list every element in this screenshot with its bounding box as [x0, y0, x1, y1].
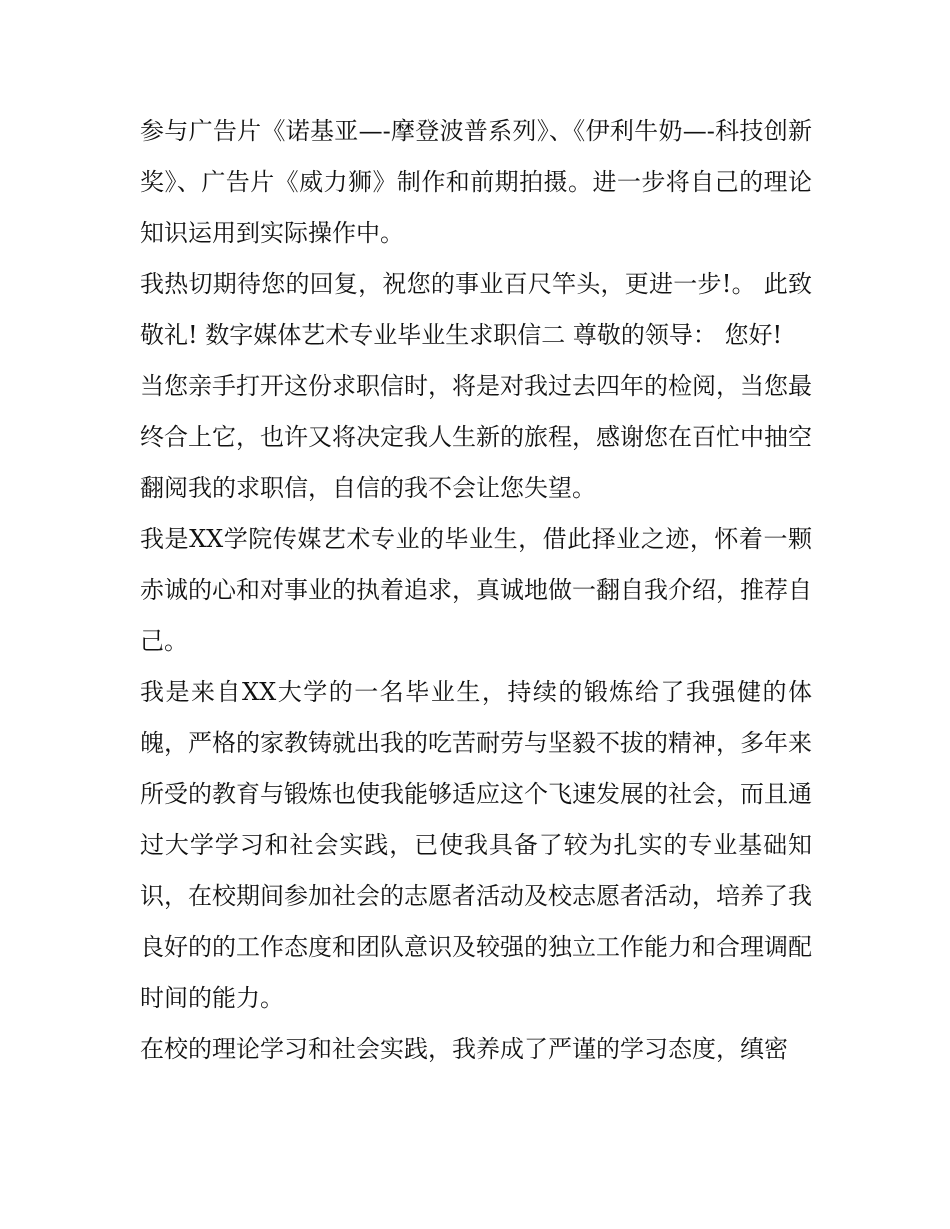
paragraph-study-attitude: 在校的理论学习和社会实践，我养成了严谨的学习态度，缜密 [140, 1035, 788, 1063]
paragraph-opening-letter: 当您亲手打开这份求职信时，将是对我过去四年的检阅，当您最终合上它，也许又将决定我人生新的旅程，感谢您在百忙中抽空翻阅我的求职信，自信的我不会让您失望。 [140, 372, 812, 502]
paragraph-advertising-work: 参与广告片《诺基亚—-摩登波普系列》、《伊利牛奶—-科技创新奖》、广告片《威力狮》制作和前期拍摄。进一步将自己的理论知识运用到实际操作中。 [140, 117, 812, 247]
paragraph-closing-and-greeting: 我热切期待您的回复，祝您的事业百尺竿头，更进一步!。 此致 敬礼! 数字媒体艺术专业毕业生求职信二 尊敬的领导： 您好! [140, 270, 812, 349]
paragraph-self-introduction: 我是XX学院传媒艺术专业的毕业生，借此择业之迹，怀着一颗赤诚的心和对事业的执着追求，真诚地做一翻自我介绍，推荐自己。 [140, 525, 812, 655]
document-body [140, 106, 812, 1075]
paragraph-background: 我是来自XX大学的一名毕业生，持续的锻炼给了我强健的体魄，严格的家教铸就出我的吃苦耐劳与坚毅不拔的精神，多年来所受的教育与锻炼也使我能够适应这个飞速发展的社会，而且通过大学学习和社会实践，已使我具备了较为扎实的专业基础知识，在校期间参加社会的志愿者活动及校志愿者活动，培养了我良好的的工作态度和团队意识及较强的独立工作能力和合理调配时间的能力。 [140, 678, 812, 1012]
